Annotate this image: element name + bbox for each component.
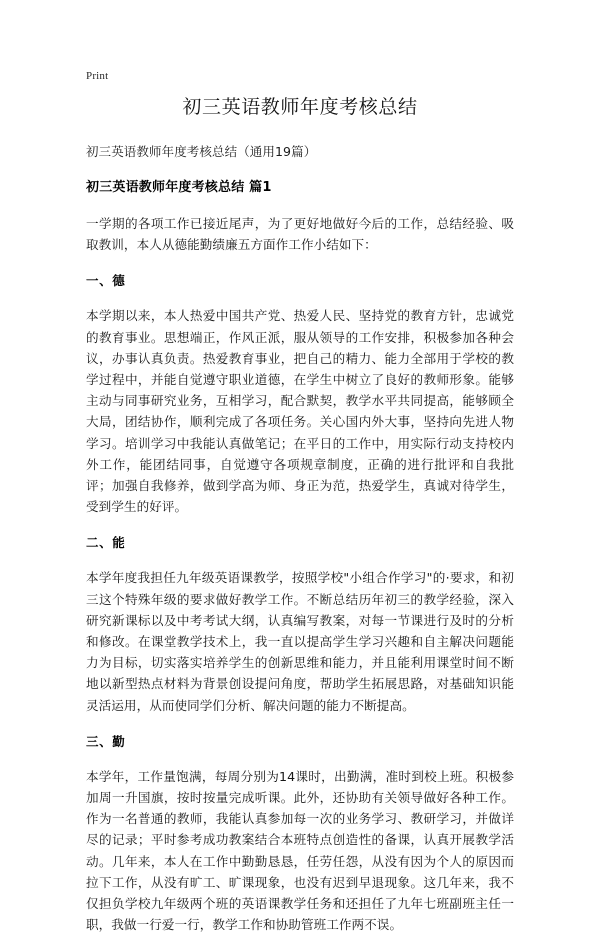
section-body-qin: 本学年，工作量饱满，每周分别为14课时，出勤满，准时到校上班。积极参加周一升国旗，按时按量完成听课。此外，还协助有关领导做好各种工作。作为一名普通的教师，我能认真参加每一次的业务学习、教研学习，并做详尽的记录；平时参考成功教案结合本班特点创造性的备课，认真开展教学活动。几年来，本人在工作中勤勤恳恳，任劳任怨，从没有因为个人的原因而拉下工作，从没有旷工、旷课现象，也没有迟到早退现象。这几年来，我不仅担负学校九年级两个班的英语课教学任务和还担任了九年七班副班主任一职，我做一行爱一行，教学工作和协助管班工作两不误。 [86,768,514,933]
page-title: 初三英语教师年度考核总结 [182,96,418,118]
print-label: Print [86,70,109,82]
document-subtitle: 初三英语教师年度考核总结（通用19篇） [86,144,317,159]
section-heading-neng: 二、能 [86,535,126,551]
section-body-neng: 本学年度我担任九年级英语课教学，按照学校"小组合作学习"的·要求，和初三这个特殊年级的要求做好教学工作。不断总结历年初三的教学经验，深入研究新课标以及中考考试大纲，认真编写教案，对每一节课进行及时的分析和修改。在课堂教学技术上，我一直以提高学生学习兴趣和自主解决问题能力为目标，切实落实培养学生的创新思维和能力，并且能利用课堂时间不断地以新型热点材料为背景创设提问角度，帮助学生拓展思路，对基础知识能灵活运用，从而使同学们分析、解决问题的能力不断提高。 [86,570,514,713]
section-body-de: 本学期以来，本人热爱中国共产党、热爱人民、坚持党的教育方针，忠诚党的教育事业。思想端正，作风正派，服从领导的工作安排，积极参加各种会议，办事认真负责。热爱教育事业，把自己的精力、能力全部用于学校的教学过程中，并能自觉遵守职业道德，在学生中树立了良好的教师形象。能够主动与同事研究业务，互相学习，配合默契，教学水平共同提高，能够顾全大局，团结协作，顺利完成了各项任务。关心国内外大事，坚持向先进人物学习。培训学习中我能认真做笔记；在平日的工作中，用实际行动支持校内外工作，能团结同事，自觉遵守各项规章制度，正确的进行批评和自我批评；加强自我修养，做到学高为师、身正为范，热爱学生，真诚对待学生，受到学生的好评。 [86,308,514,515]
section-heading-de: 一、德 [86,273,126,289]
section-heading-qin: 三、勤 [86,733,126,749]
document-body [86,94,514,935]
intro-paragraph: 一学期的各项工作已接近尾声，为了更好地做好今后的工作，总结经验、吸取教训，本人从德能勤绩廉五方面作工作小结如下： [86,216,514,253]
article-title: 初三英语教师年度考核总结 篇1 [86,180,272,195]
